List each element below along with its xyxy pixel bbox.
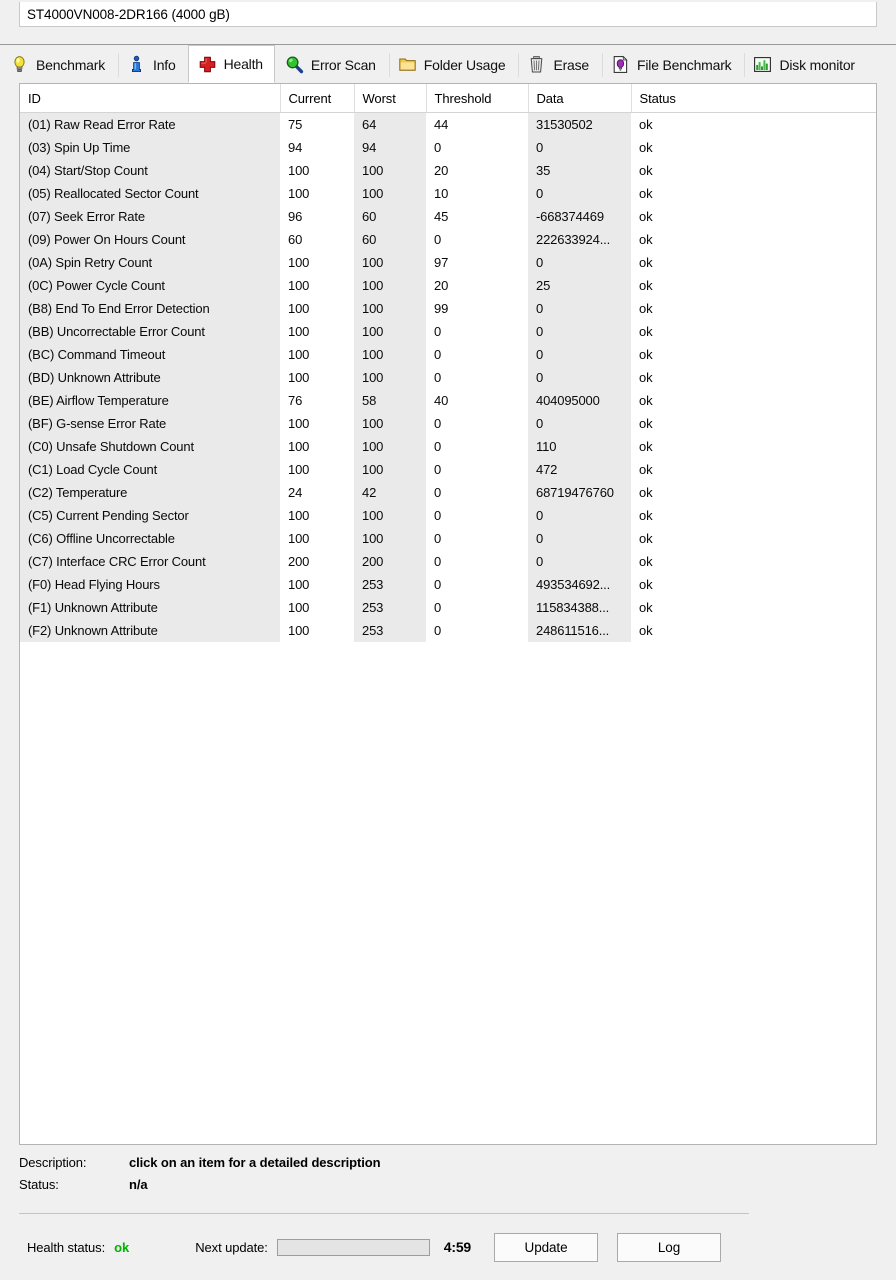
- cell-data: 248611516...: [528, 619, 631, 642]
- cell-data: 222633924...: [528, 228, 631, 251]
- cell-threshold: 97: [426, 251, 528, 274]
- table-row[interactable]: [20, 435, 877, 458]
- trash-can-icon: [527, 55, 546, 74]
- cell-worst: 100: [354, 182, 426, 205]
- tab-benchmark[interactable]: [0, 45, 117, 83]
- cell-data: 0: [528, 297, 631, 320]
- cell-data: 0: [528, 343, 631, 366]
- table-row[interactable]: [20, 389, 877, 412]
- cell-threshold: 40: [426, 389, 528, 412]
- log-button[interactable]: Log: [617, 1233, 721, 1262]
- next-update-time: 4:59: [443, 1239, 472, 1255]
- table-row[interactable]: [20, 527, 877, 550]
- cell-status: ok: [631, 412, 877, 435]
- cell-id: (C1) Load Cycle Count: [20, 458, 280, 481]
- cell-worst: 100: [354, 297, 426, 320]
- cell-data: 35: [528, 159, 631, 182]
- table-row[interactable]: [20, 297, 877, 320]
- cell-status: ok: [631, 481, 877, 504]
- cell-threshold: 44: [426, 113, 528, 137]
- tab-health[interactable]: [188, 45, 275, 83]
- cell-data: 404095000: [528, 389, 631, 412]
- cell-threshold: 0: [426, 458, 528, 481]
- cell-threshold: 0: [426, 228, 528, 251]
- cell-threshold: 0: [426, 596, 528, 619]
- cell-threshold: 0: [426, 504, 528, 527]
- cell-data: 110: [528, 435, 631, 458]
- cell-worst: 42: [354, 481, 426, 504]
- tab-info[interactable]: [117, 45, 188, 83]
- cell-current: 100: [280, 366, 354, 389]
- cell-current: 100: [280, 619, 354, 642]
- cell-id: (B8) End To End Error Detection: [20, 297, 280, 320]
- cell-threshold: 99: [426, 297, 528, 320]
- lightbulb-icon: [10, 55, 29, 74]
- cell-status: ok: [631, 113, 877, 137]
- cell-worst: 58: [354, 389, 426, 412]
- table-row[interactable]: [20, 274, 877, 297]
- cell-data: 0: [528, 504, 631, 527]
- cell-current: 100: [280, 297, 354, 320]
- cell-status: ok: [631, 320, 877, 343]
- cell-threshold: 0: [426, 343, 528, 366]
- cell-threshold: 0: [426, 619, 528, 642]
- table-row[interactable]: [20, 573, 877, 596]
- cell-status: ok: [631, 182, 877, 205]
- cell-worst: 253: [354, 619, 426, 642]
- cell-data: 25: [528, 274, 631, 297]
- table-row[interactable]: [20, 366, 877, 389]
- table-row[interactable]: [20, 596, 877, 619]
- tab-health-label: Health: [223, 56, 263, 72]
- cell-status: ok: [631, 205, 877, 228]
- red-cross-icon: [198, 55, 217, 74]
- tab-strip: [0, 45, 896, 84]
- tab-erase[interactable]: [517, 45, 601, 83]
- cell-threshold: 0: [426, 320, 528, 343]
- cell-worst: 100: [354, 159, 426, 182]
- tab-folder-usage[interactable]: [388, 45, 518, 83]
- table-row[interactable]: [20, 504, 877, 527]
- drive-selector-combo[interactable]: [19, 2, 877, 27]
- cell-id: (C6) Offline Uncorrectable: [20, 527, 280, 550]
- cell-status: ok: [631, 251, 877, 274]
- table-row[interactable]: [20, 412, 877, 435]
- health-status-badge: ok: [114, 1239, 130, 1255]
- cell-data: -668374469: [528, 205, 631, 228]
- cell-status: ok: [631, 366, 877, 389]
- table-row[interactable]: [20, 159, 877, 182]
- detail-status-row: [19, 1177, 877, 1199]
- cell-worst: 100: [354, 412, 426, 435]
- cell-worst: 60: [354, 228, 426, 251]
- cell-id: (BD) Unknown Attribute: [20, 366, 280, 389]
- magnifier-icon: [285, 55, 304, 74]
- cell-status: ok: [631, 435, 877, 458]
- cell-current: 100: [280, 504, 354, 527]
- cell-worst: 100: [354, 527, 426, 550]
- cell-status: ok: [631, 458, 877, 481]
- cell-id: (F1) Unknown Attribute: [20, 596, 280, 619]
- tab-error-scan-label: Error Scan: [310, 56, 376, 73]
- cell-current: 100: [280, 182, 354, 205]
- cell-worst: 94: [354, 136, 426, 159]
- cell-worst: 100: [354, 366, 426, 389]
- tab-file-benchmark[interactable]: [601, 45, 743, 83]
- cell-current: 100: [280, 251, 354, 274]
- tab-disk-monitor-label: Disk monitor: [779, 56, 855, 73]
- cell-data: 0: [528, 136, 631, 159]
- cell-data: 68719476760: [528, 481, 631, 504]
- tab-erase-label: Erase: [553, 56, 590, 73]
- column-header-data[interactable]: Data: [528, 84, 631, 113]
- cell-id: (03) Spin Up Time: [20, 136, 280, 159]
- cell-data: 493534692...: [528, 573, 631, 596]
- cell-threshold: 0: [426, 481, 528, 504]
- tab-disk-monitor[interactable]: [743, 45, 866, 83]
- table-row[interactable]: [20, 458, 877, 481]
- cell-current: 96: [280, 205, 354, 228]
- health-panel: [19, 83, 877, 1145]
- cell-worst: 100: [354, 343, 426, 366]
- column-header-current[interactable]: Current: [280, 84, 354, 113]
- cell-current: 94: [280, 136, 354, 159]
- smart-attributes-table: [20, 84, 877, 642]
- cell-id: (C7) Interface CRC Error Count: [20, 550, 280, 573]
- table-row[interactable]: [20, 550, 877, 573]
- status-bar: [0, 1225, 896, 1269]
- cell-current: 100: [280, 412, 354, 435]
- table-row[interactable]: [20, 113, 877, 137]
- cell-id: (BF) G-sense Error Rate: [20, 412, 280, 435]
- cell-id: (C2) Temperature: [20, 481, 280, 504]
- cell-worst: 253: [354, 596, 426, 619]
- cell-threshold: 0: [426, 527, 528, 550]
- cell-data: 31530502: [528, 113, 631, 137]
- tab-folder-usage-label: Folder Usage: [423, 56, 506, 73]
- cell-data: 0: [528, 527, 631, 550]
- cell-id: (C0) Unsafe Shutdown Count: [20, 435, 280, 458]
- cell-id: (BB) Uncorrectable Error Count: [20, 320, 280, 343]
- cell-id: (0C) Power Cycle Count: [20, 274, 280, 297]
- tab-info-label: Info: [153, 56, 176, 73]
- cell-worst: 100: [354, 320, 426, 343]
- cell-data: 0: [528, 320, 631, 343]
- status-bar-divider: [19, 1213, 749, 1214]
- cell-threshold: 0: [426, 366, 528, 389]
- cell-threshold: 0: [426, 136, 528, 159]
- column-header-threshold[interactable]: Threshold: [426, 84, 528, 113]
- cell-status: ok: [631, 619, 877, 642]
- cell-id: (01) Raw Read Error Rate: [20, 113, 280, 137]
- cell-current: 100: [280, 343, 354, 366]
- cell-id: (04) Start/Stop Count: [20, 159, 280, 182]
- column-header-id[interactable]: ID: [20, 84, 280, 113]
- cell-status: ok: [631, 136, 877, 159]
- table-row[interactable]: [20, 182, 877, 205]
- table-row[interactable]: [20, 251, 877, 274]
- cell-id: (09) Power On Hours Count: [20, 228, 280, 251]
- table-row[interactable]: [20, 136, 877, 159]
- cell-status: ok: [631, 159, 877, 182]
- health-status-label: Health status:: [27, 1239, 106, 1255]
- drive-selector-value: ST4000VN008-2DR166 (4000 gB): [27, 6, 230, 22]
- cell-current: 100: [280, 320, 354, 343]
- cell-status: ok: [631, 527, 877, 550]
- cell-data: 472: [528, 458, 631, 481]
- folder-icon: [398, 55, 417, 74]
- next-update-progressbar: [277, 1239, 430, 1256]
- cell-current: 100: [280, 596, 354, 619]
- cell-status: ok: [631, 228, 877, 251]
- bar-chart-icon: [753, 55, 772, 74]
- cell-id: (F0) Head Flying Hours: [20, 573, 280, 596]
- tab-error-scan[interactable]: [275, 45, 388, 83]
- cell-threshold: 20: [426, 274, 528, 297]
- cell-status: ok: [631, 297, 877, 320]
- tab-file-benchmark-label: File Benchmark: [637, 56, 732, 73]
- cell-id: (BE) Airflow Temperature: [20, 389, 280, 412]
- cell-status: ok: [631, 573, 877, 596]
- cell-current: 100: [280, 159, 354, 182]
- table-row[interactable]: [20, 205, 877, 228]
- table-row[interactable]: [20, 619, 877, 642]
- cell-data: 0: [528, 182, 631, 205]
- drive-selector-bar: [0, 0, 896, 46]
- detail-status-value: n/a: [129, 1177, 148, 1192]
- next-update-label: Next update:: [195, 1239, 268, 1255]
- cell-worst: 100: [354, 435, 426, 458]
- table-row[interactable]: [20, 228, 877, 251]
- cell-data: 0: [528, 366, 631, 389]
- cell-data: 0: [528, 251, 631, 274]
- cell-worst: 100: [354, 458, 426, 481]
- cell-threshold: 10: [426, 182, 528, 205]
- description-label: Description:: [19, 1155, 87, 1170]
- info-pillar-icon: [127, 55, 146, 74]
- cell-status: ok: [631, 274, 877, 297]
- cell-data: 0: [528, 550, 631, 573]
- cell-data: 115834388...: [528, 596, 631, 619]
- table-row[interactable]: [20, 343, 877, 366]
- cell-current: 60: [280, 228, 354, 251]
- cell-threshold: 45: [426, 205, 528, 228]
- cell-current: 100: [280, 274, 354, 297]
- cell-worst: 100: [354, 274, 426, 297]
- detail-block: [19, 1155, 877, 1199]
- cell-threshold: 0: [426, 435, 528, 458]
- cell-id: (07) Seek Error Rate: [20, 205, 280, 228]
- cell-threshold: 0: [426, 412, 528, 435]
- cell-current: 100: [280, 527, 354, 550]
- table-header-row: [20, 84, 877, 113]
- detail-status-label: Status:: [19, 1177, 59, 1192]
- update-button[interactable]: Update: [494, 1233, 598, 1262]
- cell-status: ok: [631, 343, 877, 366]
- cell-current: 100: [280, 573, 354, 596]
- cell-worst: 253: [354, 573, 426, 596]
- cell-threshold: 20: [426, 159, 528, 182]
- table-row[interactable]: [20, 481, 877, 504]
- cell-worst: 60: [354, 205, 426, 228]
- cell-data: 0: [528, 412, 631, 435]
- cell-worst: 200: [354, 550, 426, 573]
- smart-table-body: [20, 113, 877, 643]
- cell-threshold: 0: [426, 550, 528, 573]
- cell-current: 76: [280, 389, 354, 412]
- cell-status: ok: [631, 504, 877, 527]
- column-header-status[interactable]: Status: [631, 84, 877, 113]
- file-lightbulb-icon: [611, 55, 630, 74]
- cell-worst: 100: [354, 504, 426, 527]
- column-header-worst[interactable]: Worst: [354, 84, 426, 113]
- cell-status: ok: [631, 550, 877, 573]
- description-row: [19, 1155, 877, 1177]
- cell-worst: 100: [354, 251, 426, 274]
- description-value: click on an item for a detailed description: [129, 1155, 381, 1170]
- cell-id: (C5) Current Pending Sector: [20, 504, 280, 527]
- cell-id: (BC) Command Timeout: [20, 343, 280, 366]
- cell-current: 75: [280, 113, 354, 137]
- cell-id: (0A) Spin Retry Count: [20, 251, 280, 274]
- cell-current: 200: [280, 550, 354, 573]
- tab-benchmark-label: Benchmark: [36, 56, 106, 73]
- cell-current: 24: [280, 481, 354, 504]
- cell-status: ok: [631, 389, 877, 412]
- cell-threshold: 0: [426, 573, 528, 596]
- cell-worst: 64: [354, 113, 426, 137]
- cell-status: ok: [631, 596, 877, 619]
- cell-current: 100: [280, 458, 354, 481]
- table-row[interactable]: [20, 320, 877, 343]
- cell-current: 100: [280, 435, 354, 458]
- cell-id: (05) Reallocated Sector Count: [20, 182, 280, 205]
- cell-id: (F2) Unknown Attribute: [20, 619, 280, 642]
